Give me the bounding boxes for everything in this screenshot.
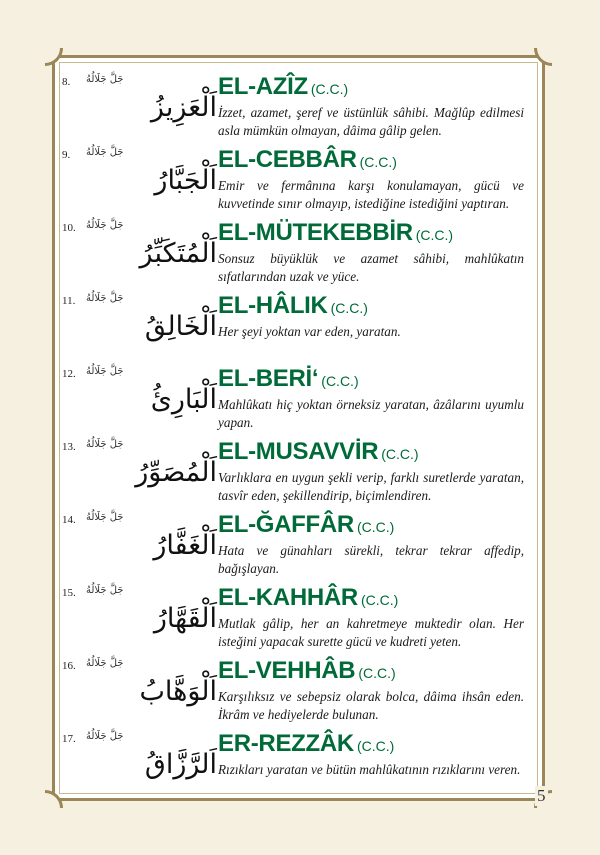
entry-description: Rızıkları yaratan ve bütün mahlûkatının rızıklarını veren. xyxy=(218,762,521,777)
entry-title xyxy=(218,218,524,250)
list-item xyxy=(62,437,532,510)
list-item xyxy=(62,510,532,583)
arabic-name: اَلْمُصَوِّرُ xyxy=(135,457,217,488)
list-item xyxy=(62,145,532,218)
entry-suffix: (C.C.) xyxy=(381,446,419,462)
honorific-calligraphy: جَلَّ جَلَالُهُ xyxy=(86,293,124,304)
frame-corner-top-left xyxy=(45,48,63,66)
list-item xyxy=(62,218,532,291)
honorific-calligraphy: جَلَّ جَلَالُهُ xyxy=(86,220,124,231)
honorific-calligraphy: جَلَّ جَلَالُهُ xyxy=(86,366,124,377)
entry-text xyxy=(218,437,524,505)
entry-name: EL-MÜTEKEBBİR xyxy=(218,219,413,246)
entry-suffix: (C.C.) xyxy=(356,738,395,754)
arabic-name: اَلْمُتَكَبِّرُ xyxy=(139,238,217,269)
entry-description: İzzet, azamet, şeref ve üstünlük sâhibi. Mağlûp edilmesi asla mümkün olmayan, dâima gâlip gelen. xyxy=(218,105,524,138)
honorific-calligraphy: جَلَّ جَلَالُهُ xyxy=(86,658,124,669)
entry-title xyxy=(218,72,524,104)
entry-suffix: (C.C.) xyxy=(359,154,397,170)
entry-number: 9. xyxy=(62,149,71,161)
arabic-name: اَلْغَفَّارُ xyxy=(153,530,217,561)
arabic-name: اَلْقَهَّارُ xyxy=(153,603,217,634)
arabic-name: اَلْبَارِئُ xyxy=(150,384,217,415)
entry-description: Hata ve günahları sürekli, tekrar tekrar affedip, bağışlayan. xyxy=(218,543,524,576)
list-item xyxy=(62,729,532,802)
entry-suffix: (C.C.) xyxy=(330,300,368,316)
entry-suffix: (C.C.) xyxy=(356,519,395,535)
entry-name: EL-MUSAVVİR xyxy=(218,438,379,465)
honorific-calligraphy: جَلَّ جَلَالُهُ xyxy=(86,439,124,450)
entry-text xyxy=(218,656,524,724)
entry-description: Varlıklara en uygun şekli verip, farklı suretlerde yaratan, tasvîr eden, şekillendirip, biçimlendiren. xyxy=(218,470,524,503)
list-item xyxy=(62,656,532,729)
arabic-name: اَلْجَبَّارُ xyxy=(154,165,217,196)
honorific-calligraphy: جَلَّ جَلَالُهُ xyxy=(86,74,124,85)
entry-name: EL-AZÎZ xyxy=(218,73,308,100)
entry-name: EL-VEHHÂB xyxy=(218,657,356,684)
arabic-name: اَلْخَالِقُ xyxy=(144,311,217,342)
entry-suffix: (C.C.) xyxy=(358,665,396,681)
entry-description: Her şeyi yoktan var eden, yaratan. xyxy=(218,324,401,339)
entry-number: 14. xyxy=(62,514,76,526)
entry-text xyxy=(218,72,524,140)
entry-suffix: (C.C.) xyxy=(310,81,349,97)
list-item xyxy=(62,291,532,364)
entry-text xyxy=(218,218,524,286)
entry-title xyxy=(218,437,524,469)
entry-name: EL-BERİ‘ xyxy=(218,365,319,392)
entry-number: 10. xyxy=(62,222,76,234)
page-number: 5 xyxy=(537,786,546,805)
entry-title xyxy=(218,291,524,323)
arabic-name: اَلْعَزِيزُ xyxy=(150,92,217,123)
entry-name: EL-CEBBÂR xyxy=(218,146,357,173)
entry-title xyxy=(218,364,524,396)
arabic-name: اَلرَّزَّاقُ xyxy=(144,749,217,780)
entry-description: Mahlûkatı hiç yoktan örneksiz yaratan, âzâlarını uyumlu yapan. xyxy=(218,397,524,430)
entry-number: 17. xyxy=(62,733,76,745)
list-item xyxy=(62,364,532,437)
entry-number: 11. xyxy=(62,295,76,307)
entry-number: 16. xyxy=(62,660,76,672)
entry-suffix: (C.C.) xyxy=(415,227,454,243)
entry-text xyxy=(218,510,524,578)
entry-number: 8. xyxy=(62,76,71,88)
entry-text xyxy=(218,364,524,432)
entry-text xyxy=(218,583,524,651)
entry-title xyxy=(218,510,524,542)
entry-name: EL-ĞAFFÂR xyxy=(218,511,354,538)
entry-description: Sonsuz büyüklük ve azamet sâhibi, mahlûkatın sıfatlarından uzak ve yüce. xyxy=(218,251,524,284)
entry-title xyxy=(218,583,524,615)
list-item xyxy=(62,583,532,656)
entry-number: 12. xyxy=(62,368,76,380)
entry-text xyxy=(218,291,524,341)
entry-description: Mutlak gâlip, her an kahretmeye muktedir olan. Her isteğini yapacak surette gücü ve kudreti yeten. xyxy=(218,616,524,649)
entry-title xyxy=(218,656,524,688)
honorific-calligraphy: جَلَّ جَلَالُهُ xyxy=(86,731,124,742)
entry-title xyxy=(218,729,524,761)
list-item xyxy=(62,72,532,145)
entry-name: ER-REZZÂK xyxy=(218,730,354,757)
entry-number: 13. xyxy=(62,441,76,453)
entry-name: EL-KAHHÂR xyxy=(218,584,358,611)
frame-corner-top-right xyxy=(534,48,552,66)
entry-suffix: (C.C.) xyxy=(360,592,399,608)
honorific-calligraphy: جَلَّ جَلَالُهُ xyxy=(86,512,124,523)
arabic-name: اَلْوَهَّابُ xyxy=(139,676,217,707)
entry-text xyxy=(218,145,524,213)
honorific-calligraphy: جَلَّ جَلَالُهُ xyxy=(86,147,124,158)
entry-text xyxy=(218,729,524,779)
entry-name: EL-HÂLIK xyxy=(218,292,328,319)
entry-description: Emir ve fermânına karşı konulamayan, gücü ve kuvvetinde sınır olmayıp, istediğine istediğini yaptıran. xyxy=(218,178,524,211)
entry-number: 15. xyxy=(62,587,76,599)
honorific-calligraphy: جَلَّ جَلَالُهُ xyxy=(86,585,124,596)
entry-description: Karşılıksız ve sebepsiz olarak bolca, dâima ihsân eden. İkrâm ve hediyelerde bulunan. xyxy=(218,689,524,722)
frame-corner-bottom-left xyxy=(45,790,63,808)
names-list xyxy=(62,72,532,802)
entry-title xyxy=(218,145,524,177)
entry-suffix: (C.C.) xyxy=(321,373,359,389)
